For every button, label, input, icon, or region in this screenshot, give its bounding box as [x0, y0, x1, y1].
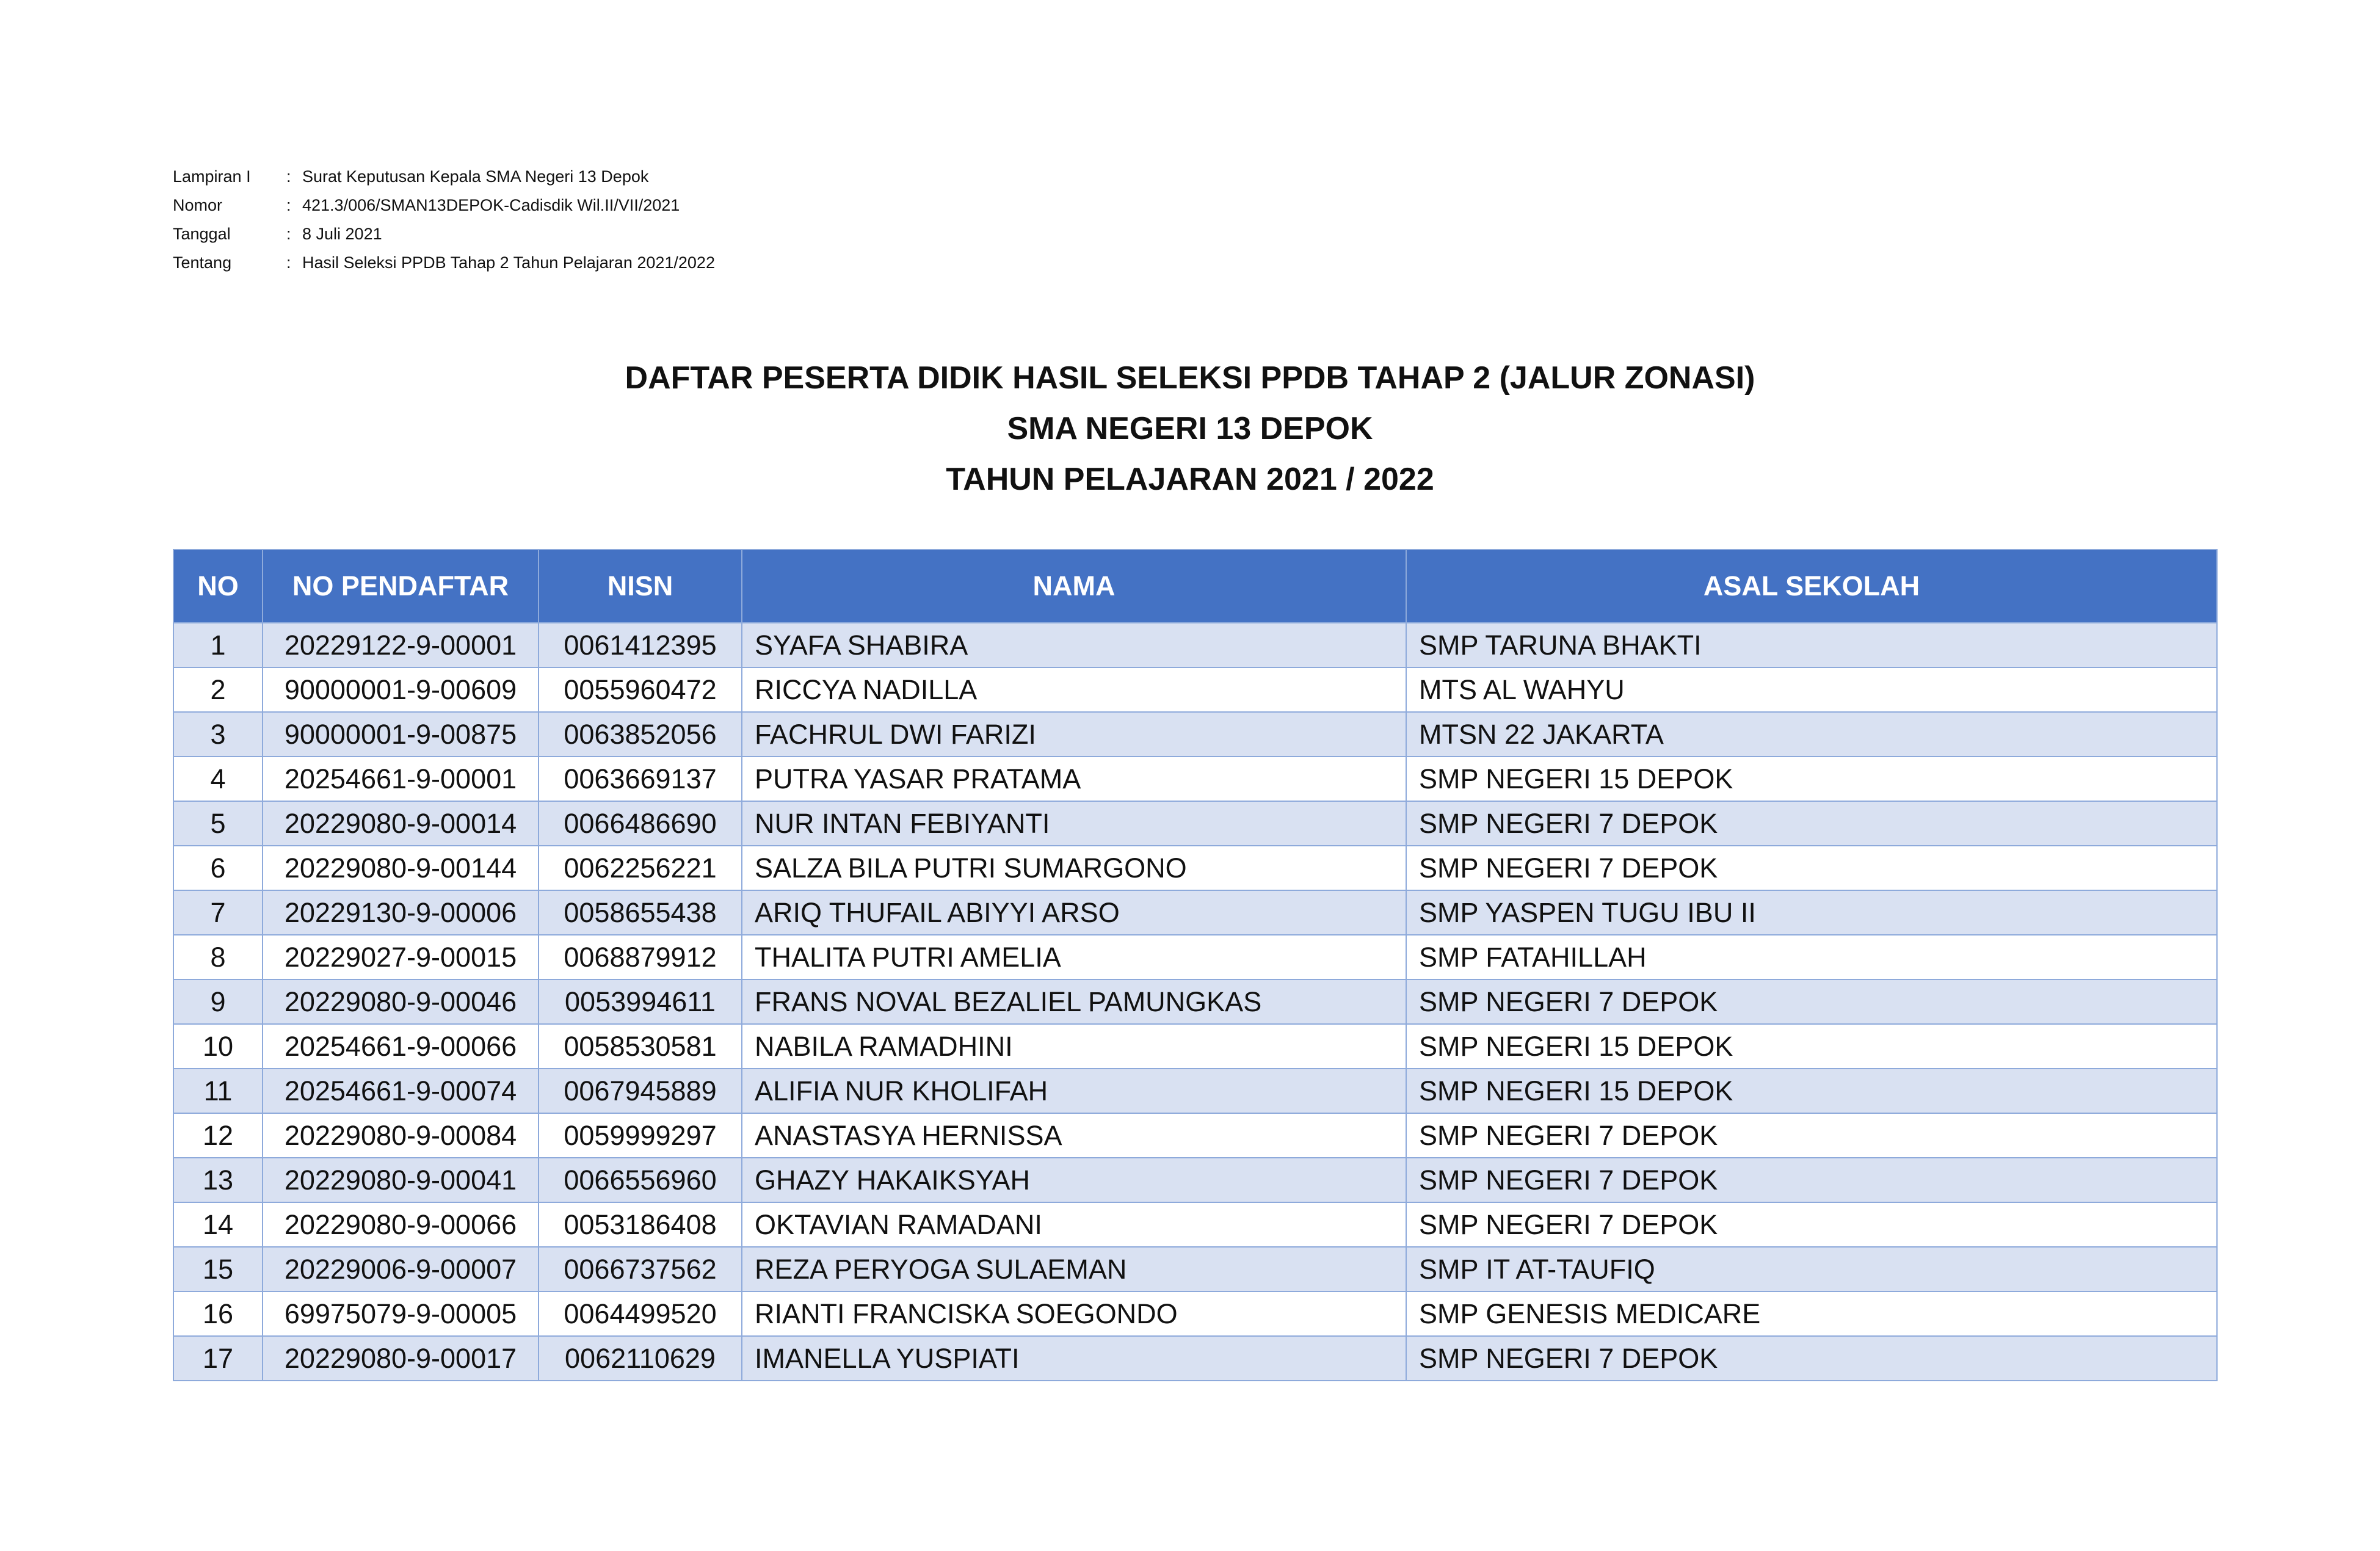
cell-nama: ARIQ THUFAIL ABIYYI ARSO [742, 890, 1406, 935]
cell-no: 4 [173, 757, 263, 801]
table-body [173, 623, 2217, 1381]
cell-nama: RICCYA NADILLA [742, 667, 1406, 712]
cell-nisn: 0066486690 [539, 801, 742, 846]
cell-no-pendaftar: 20229080-9-00084 [263, 1113, 539, 1158]
cell-no: 15 [173, 1247, 263, 1291]
meta-value: 8 Juli 2021 [302, 225, 382, 243]
cell-no-pendaftar: 20254661-9-00001 [263, 757, 539, 801]
cell-no: 12 [173, 1113, 263, 1158]
meta-colon: : [286, 196, 291, 214]
cell-nama: FRANS NOVAL BEZALIEL PAMUNGKAS [742, 979, 1406, 1024]
table-row [173, 1291, 2217, 1336]
cell-no-pendaftar: 20254661-9-00074 [263, 1069, 539, 1113]
cell-asal-sekolah: SMP IT AT-TAUFIQ [1406, 1247, 2217, 1291]
cell-nisn: 0066556960 [539, 1158, 742, 1202]
table-row [173, 801, 2217, 846]
cell-asal-sekolah: SMP NEGERI 7 DEPOK [1406, 979, 2217, 1024]
cell-nisn: 0063669137 [539, 757, 742, 801]
cell-no-pendaftar: 90000001-9-00609 [263, 667, 539, 712]
cell-nama: FACHRUL DWI FARIZI [742, 712, 1406, 757]
cell-asal-sekolah: SMP GENESIS MEDICARE [1406, 1291, 2217, 1336]
selection-results-table [173, 549, 2218, 1381]
cell-nisn: 0066737562 [539, 1247, 742, 1291]
meta-value: Surat Keputusan Kepala SMA Negeri 13 Depok [302, 167, 649, 186]
cell-asal-sekolah: SMP NEGERI 15 DEPOK [1406, 1069, 2217, 1113]
letter-reference [173, 162, 715, 277]
cell-no: 17 [173, 1336, 263, 1381]
cell-asal-sekolah: SMP NEGERI 15 DEPOK [1406, 757, 2217, 801]
meta-row-tanggal [173, 220, 715, 249]
column-header-nisn: NISN [539, 550, 742, 623]
cell-no-pendaftar: 20229006-9-00007 [263, 1247, 539, 1291]
cell-nisn: 0067945889 [539, 1069, 742, 1113]
cell-nisn: 0058655438 [539, 890, 742, 935]
cell-nama: NABILA RAMADHINI [742, 1024, 1406, 1069]
table-row [173, 1158, 2217, 1202]
cell-nisn: 0068879912 [539, 935, 742, 979]
cell-no-pendaftar: 20229080-9-00017 [263, 1336, 539, 1381]
cell-nama: SALZA BILA PUTRI SUMARGONO [742, 846, 1406, 890]
cell-nama: OKTAVIAN RAMADANI [742, 1202, 1406, 1247]
cell-nisn: 0053186408 [539, 1202, 742, 1247]
cell-nisn: 0061412395 [539, 623, 742, 667]
meta-row-nomor [173, 191, 715, 220]
cell-asal-sekolah: SMP NEGERI 7 DEPOK [1406, 1158, 2217, 1202]
title-line-1: DAFTAR PESERTA DIDIK HASIL SELEKSI PPDB TAHAP 2 (JALUR ZONASI) [625, 360, 1755, 396]
cell-nama: IMANELLA YUSPIATI [742, 1336, 1406, 1381]
column-header-no: NO [173, 550, 263, 623]
cell-nisn: 0062110629 [539, 1336, 742, 1381]
cell-no: 8 [173, 935, 263, 979]
document-title [0, 353, 2380, 505]
column-header-nama: NAMA [742, 550, 1406, 623]
cell-no-pendaftar: 20229130-9-00006 [263, 890, 539, 935]
table-row [173, 1202, 2217, 1247]
cell-asal-sekolah: SMP NEGERI 7 DEPOK [1406, 846, 2217, 890]
cell-no-pendaftar: 20229080-9-00066 [263, 1202, 539, 1247]
table-row [173, 979, 2217, 1024]
cell-no: 16 [173, 1291, 263, 1336]
cell-no: 11 [173, 1069, 263, 1113]
table-row [173, 890, 2217, 935]
cell-no: 10 [173, 1024, 263, 1069]
cell-nama: ANASTASYA HERNISSA [742, 1113, 1406, 1158]
table-row [173, 757, 2217, 801]
cell-no: 5 [173, 801, 263, 846]
cell-asal-sekolah: SMP TARUNA BHAKTI [1406, 623, 2217, 667]
table-row [173, 667, 2217, 712]
cell-nama: THALITA PUTRI AMELIA [742, 935, 1406, 979]
cell-nisn: 0062256221 [539, 846, 742, 890]
meta-colon: : [286, 253, 291, 272]
table-row [173, 1247, 2217, 1291]
cell-nama: ALIFIA NUR KHOLIFAH [742, 1069, 1406, 1113]
meta-row-tentang [173, 249, 715, 277]
table-row [173, 1113, 2217, 1158]
cell-nama: RIANTI FRANCISKA SOEGONDO [742, 1291, 1406, 1336]
cell-no: 6 [173, 846, 263, 890]
meta-label: Tanggal [173, 225, 231, 243]
table-header-row [173, 550, 2217, 623]
cell-no: 3 [173, 712, 263, 757]
cell-nama: PUTRA YASAR PRATAMA [742, 757, 1406, 801]
cell-no-pendaftar: 90000001-9-00875 [263, 712, 539, 757]
cell-nisn: 0059999297 [539, 1113, 742, 1158]
meta-label: Nomor [173, 196, 223, 214]
cell-nama: GHAZY HAKAIKSYAH [742, 1158, 1406, 1202]
cell-no: 7 [173, 890, 263, 935]
table-row [173, 935, 2217, 979]
cell-no-pendaftar: 20229080-9-00041 [263, 1158, 539, 1202]
cell-no: 9 [173, 979, 263, 1024]
meta-colon: : [286, 167, 291, 186]
cell-no-pendaftar: 20229027-9-00015 [263, 935, 539, 979]
cell-nama: NUR INTAN FEBIYANTI [742, 801, 1406, 846]
cell-asal-sekolah: SMP YASPEN TUGU IBU II [1406, 890, 2217, 935]
cell-no-pendaftar: 20229080-9-00144 [263, 846, 539, 890]
table-row [173, 1024, 2217, 1069]
meta-value: Hasil Seleksi PPDB Tahap 2 Tahun Pelajaran 2021/2022 [302, 253, 715, 272]
meta-colon: : [286, 225, 291, 243]
table-row [173, 1336, 2217, 1381]
cell-asal-sekolah: MTS AL WAHYU [1406, 667, 2217, 712]
meta-label: Tentang [173, 253, 232, 272]
cell-no-pendaftar: 20229080-9-00014 [263, 801, 539, 846]
cell-asal-sekolah: SMP NEGERI 7 DEPOK [1406, 1113, 2217, 1158]
table-row [173, 623, 2217, 667]
meta-label: Lampiran I [173, 167, 251, 186]
meta-value: 421.3/006/SMAN13DEPOK-Cadisdik Wil.II/VII/2021 [302, 196, 680, 214]
cell-nisn: 0058530581 [539, 1024, 742, 1069]
table-row [173, 712, 2217, 757]
cell-no: 1 [173, 623, 263, 667]
cell-no-pendaftar: 69975079-9-00005 [263, 1291, 539, 1336]
cell-asal-sekolah: MTSN 22 JAKARTA [1406, 712, 2217, 757]
cell-asal-sekolah: SMP NEGERI 7 DEPOK [1406, 801, 2217, 846]
title-line-3: TAHUN PELAJARAN 2021 / 2022 [946, 462, 1434, 497]
cell-nama: REZA PERYOGA SULAEMAN [742, 1247, 1406, 1291]
cell-nisn: 0055960472 [539, 667, 742, 712]
cell-no: 13 [173, 1158, 263, 1202]
table-row [173, 1069, 2217, 1113]
column-header-asal-sekolah: ASAL SEKOLAH [1406, 550, 2217, 623]
meta-row-lampiran [173, 162, 715, 191]
cell-no: 2 [173, 667, 263, 712]
table-row [173, 846, 2217, 890]
cell-no-pendaftar: 20229080-9-00046 [263, 979, 539, 1024]
cell-nisn: 0053994611 [539, 979, 742, 1024]
cell-asal-sekolah: SMP NEGERI 15 DEPOK [1406, 1024, 2217, 1069]
cell-nama: SYAFA SHABIRA [742, 623, 1406, 667]
cell-nisn: 0063852056 [539, 712, 742, 757]
title-line-2: SMA NEGERI 13 DEPOK [1007, 411, 1373, 446]
cell-no: 14 [173, 1202, 263, 1247]
cell-asal-sekolah: SMP NEGERI 7 DEPOK [1406, 1336, 2217, 1381]
cell-nisn: 0064499520 [539, 1291, 742, 1336]
cell-asal-sekolah: SMP NEGERI 7 DEPOK [1406, 1202, 2217, 1247]
cell-no-pendaftar: 20254661-9-00066 [263, 1024, 539, 1069]
column-header-no-pendaftar: NO PENDAFTAR [263, 550, 539, 623]
cell-no-pendaftar: 20229122-9-00001 [263, 623, 539, 667]
cell-asal-sekolah: SMP FATAHILLAH [1406, 935, 2217, 979]
